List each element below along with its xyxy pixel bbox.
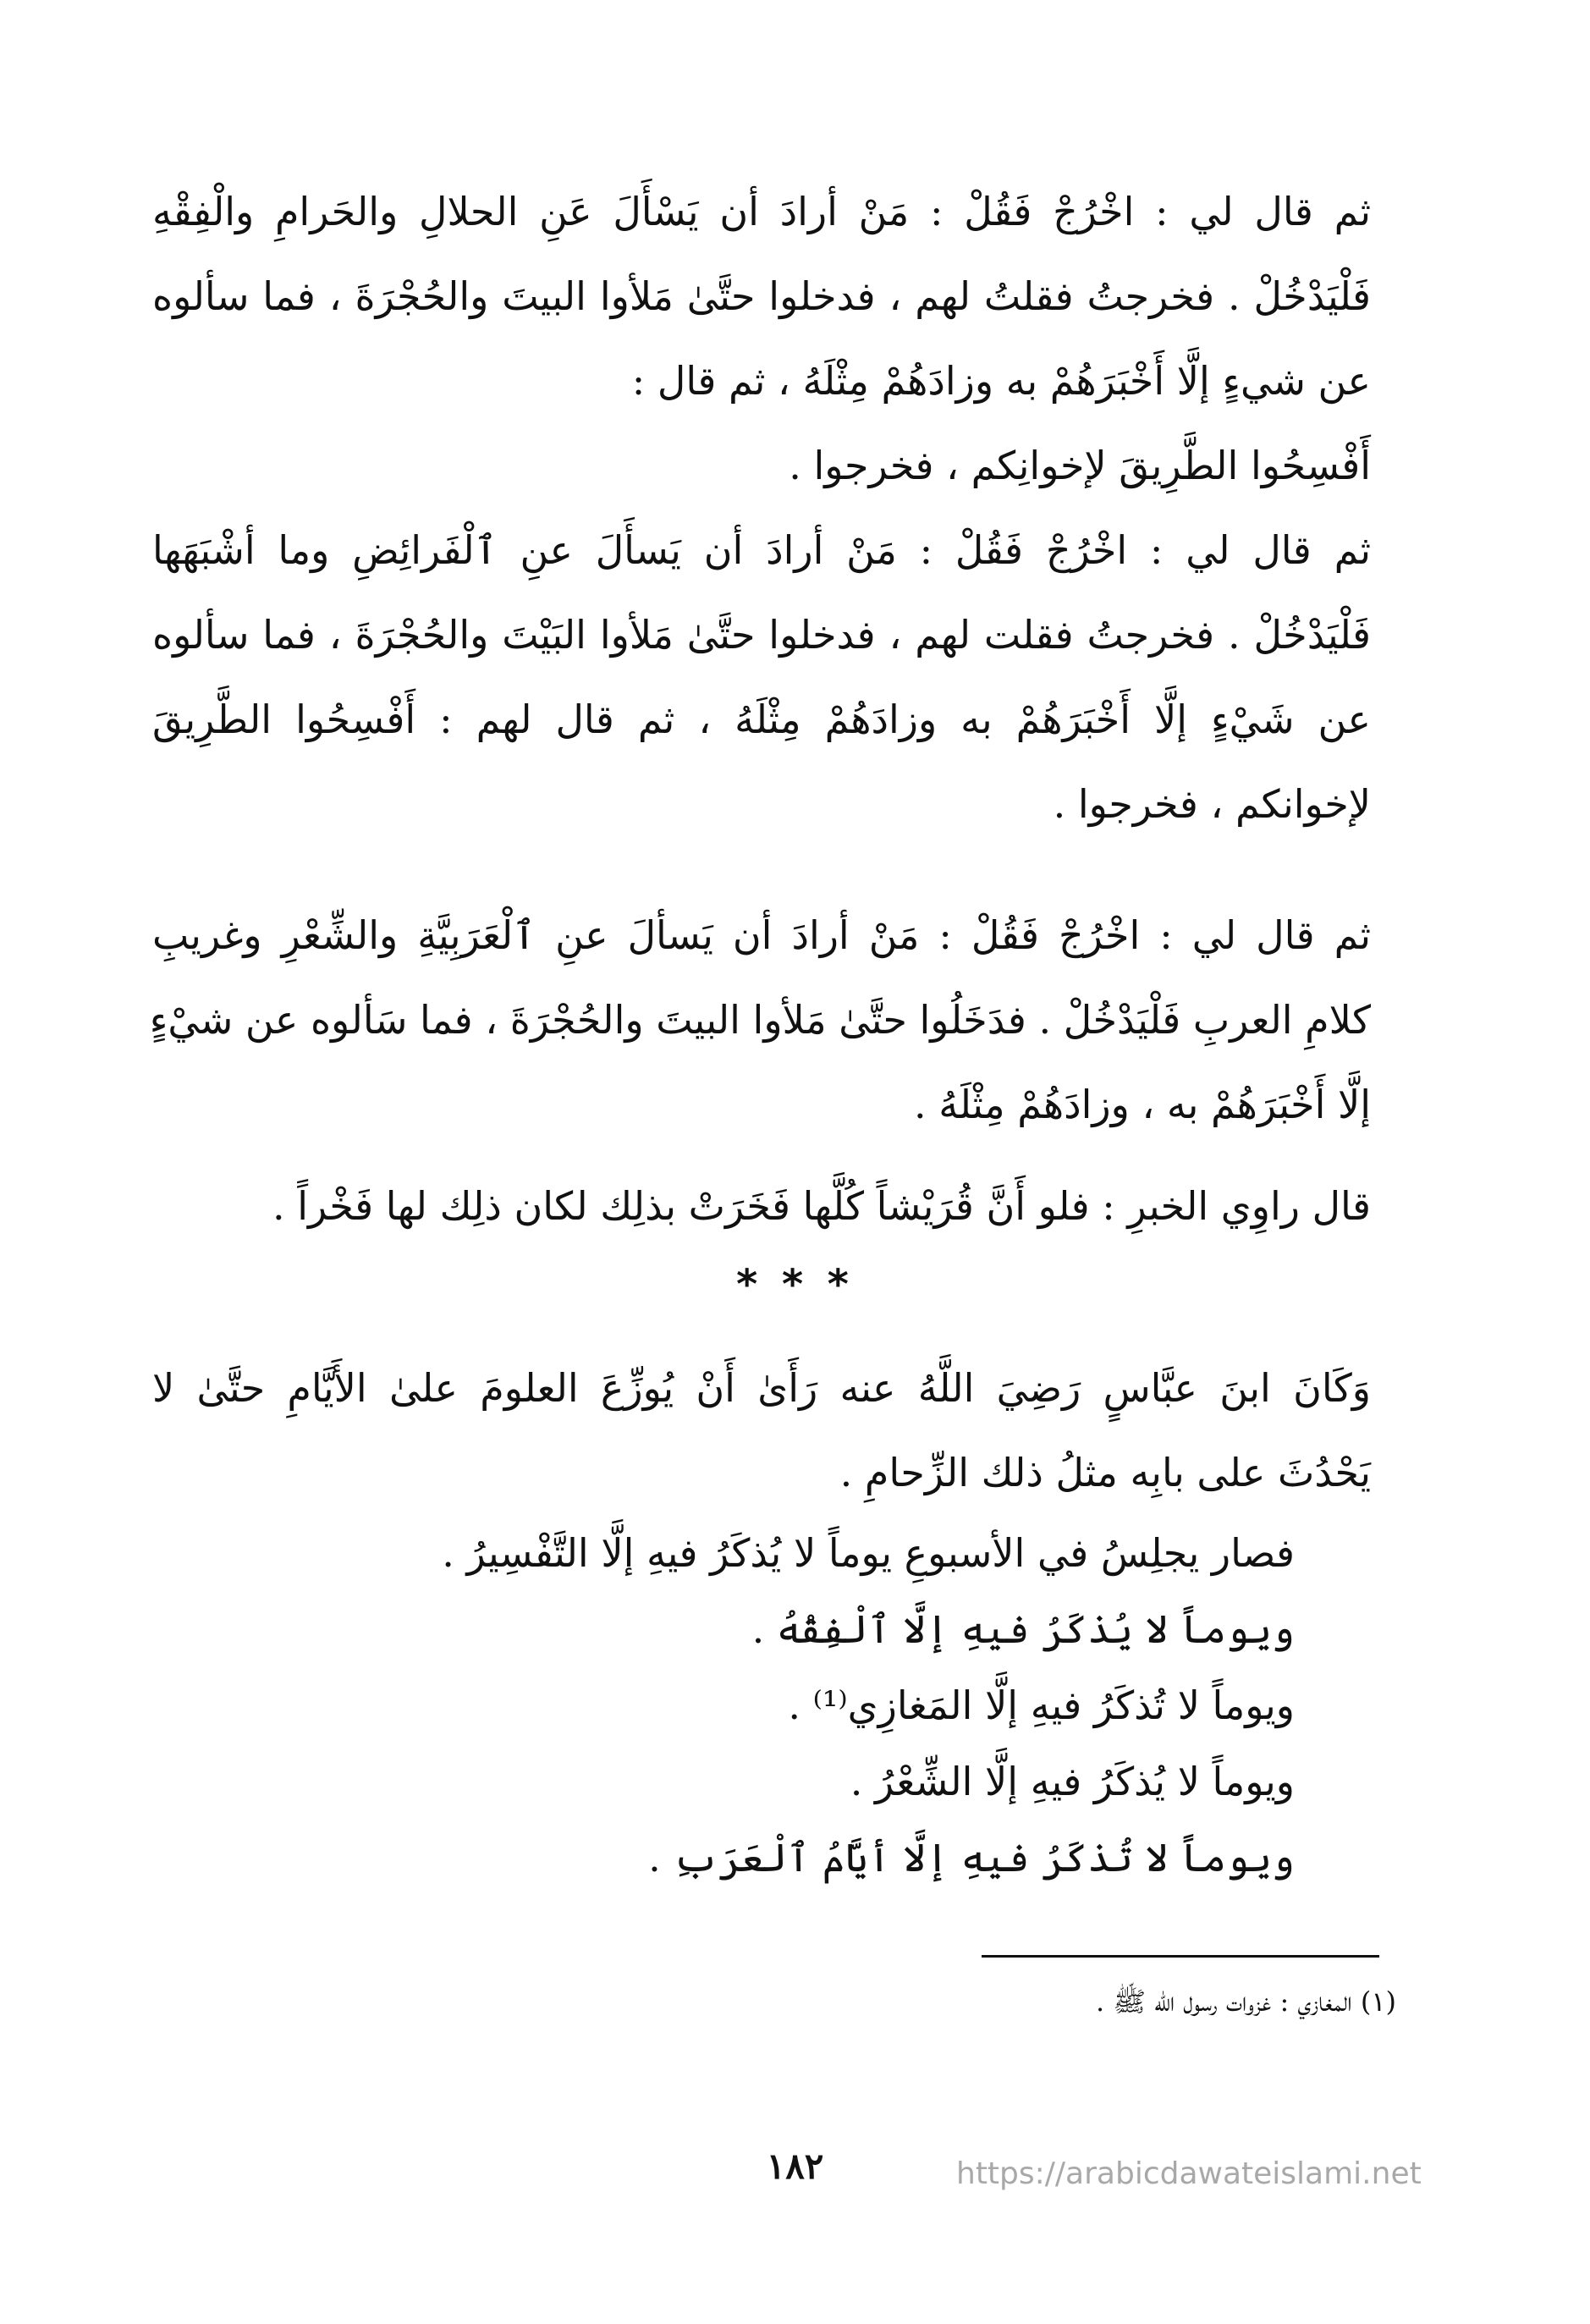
- text-line: ثم قال لي : اخْرُجْ فَقُلْ : مَنْ أرادَ أن يَسأَلَ عنِ ٱلْفَرائِضِ وما أشْبَهَها: [152, 527, 1371, 573]
- paragraph-narrator: [152, 1164, 1371, 1248]
- footnote: (١) المغازي : غزوات رسول اللّه ﷺ .: [1096, 1985, 1396, 2018]
- list-item: ويوماً لا تُذكَرُ فيهِ إلَّا أيَّامُ ٱلْعَرَبِ .: [648, 1835, 1295, 1881]
- text-line: كلامِ العربِ فَلْيَدْخُلْ . فدَخَلُوا حتَّىٰ مَلأوا البيتَ والحُجْرَةَ ، فما سَألوه عن شيْءٍ: [149, 997, 1371, 1043]
- text-line: يَحْدُثَ على بابِه مثلُ ذلك الزِّحامِ .: [839, 1450, 1371, 1495]
- text-line: فَلْيَدْخُلْ . فخرجتُ فقلت لهم ، فدخلوا حتَّىٰ مَلأوا البَيْتَ والحُجْرَةَ ، فما سألوه: [152, 612, 1371, 658]
- text-line: وَكَانَ ابنَ عبَّاسٍ رَضِيَ اللَّهُ عنه رَأَىٰ أَنْ يُوزِّعَ العلومَ علىٰ الأَيَّامِ حتَّىٰ لا: [152, 1365, 1371, 1411]
- page-number: ١٨٢: [766, 2145, 824, 2187]
- list-item: ويوماً لا يُذكَرُ فيهِ إلَّا الشِّعْرُ .: [850, 1759, 1295, 1804]
- paragraph-ibn-abbas: [152, 1346, 1371, 1515]
- paragraph-inheritance: [152, 508, 1371, 846]
- text-line: إلَّا أَخْبَرَهُمْ به ، وزادَهُمْ مِثْلَهُ .: [913, 1082, 1371, 1127]
- text-line: عن شَيْءٍ إلَّا أَخْبَرَهُمْ به وزادَهُمْ مِثْلَهُ ، ثم قال لهم : أَفْسِحُوا الطَّرِيقَ: [152, 697, 1371, 742]
- text-line: عن شيءٍ إلَّا أَخْبَرَهُمْ به وزادَهُمْ مِثْلَهُ ، ثم قال :: [631, 358, 1371, 404]
- paragraph-jurisprudence: [152, 169, 1371, 508]
- paragraph-arabic-poetry: [149, 893, 1371, 1147]
- text-line: ثم قال لي : اخْرُجْ فَقُلْ : مَنْ أرادَ أن يَسْأَلَ عَنِ الحلالِ والحَرامِ والْفِقْهِ: [152, 189, 1371, 234]
- footnote-divider: [982, 1955, 1379, 1958]
- watermark-url: https://arabicdawateislami.net: [956, 2156, 1422, 2191]
- list-item: فصار يجلِسُ في الأسبوعِ يوماً لا يُذكَرُ فيهِ إلَّا التَّفْسِيرُ .: [442, 1530, 1295, 1576]
- text-line: فَلْيَدْخُلْ . فخرجتُ فقلتُ لهم ، فدخلوا حتَّىٰ مَلأوا البيتَ والحُجْرَةَ ، فما سألوه: [152, 273, 1371, 319]
- list-item: ويوماً لا يُذكَرُ فيهِ إلَّا ٱلْفِقْهُ .: [751, 1606, 1295, 1652]
- text-line: قال راوِي الخبرِ : فلو أَنَّ قُرَيْشاً كُلَّها فَخَرَتْ بذلِك لكان ذلِك لها فَخْراً .: [272, 1183, 1371, 1229]
- weekly-schedule-list: [423, 1515, 1295, 1896]
- text-line: ثم قال لي : اخْرُجْ فَقُلْ : مَنْ أرادَ أن يَسألَ عنِ ٱلْعَرَبِيَّةِ والشِّعْرِ وغريبِ: [152, 912, 1371, 958]
- text-line: لإخوانكم ، فخرجوا .: [1053, 781, 1371, 827]
- text-line: أَفْسِحُوا الطَّرِيقَ لإخوانِكم ، فخرجوا .: [789, 443, 1371, 488]
- section-separator: * * *: [736, 1261, 854, 1308]
- list-item: ويوماً لا تُذكَرُ فيهِ إلَّا المَغازِي⁽¹⁾ .: [788, 1682, 1295, 1728]
